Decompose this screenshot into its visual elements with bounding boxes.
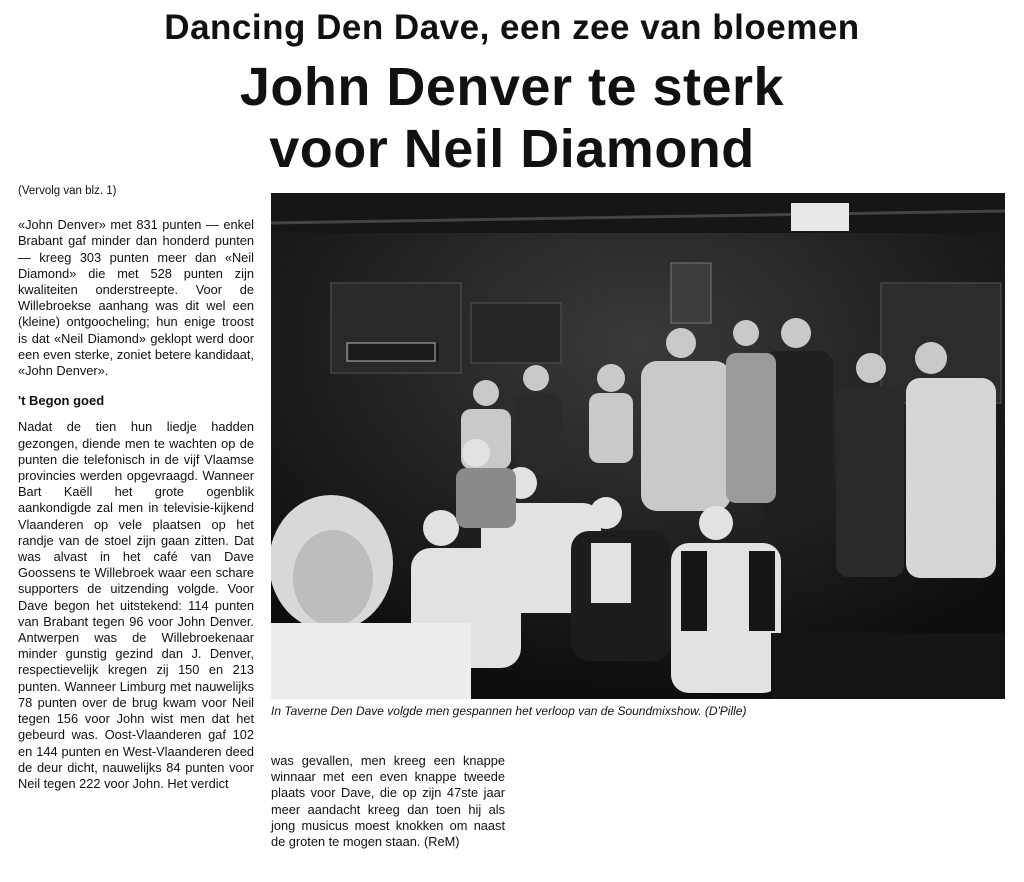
intro-paragraph: «John Denver» met 831 punten — enkel Brabant gaf minder dan honderd punten — kreeg 303 punten meer dan «Neil Diamond» die met 528 punten zijn kwaliteiten onderstreepte. Voor de Willebroekse aanhang was dit wel een (kleine) ontgoocheling; hun enige troost is dat «Neil Diamond» geklopt werd door een even sterke, zoniet betere kandidaat, «John Denver».: [18, 217, 254, 379]
subheading: 't Begon goed: [18, 393, 105, 409]
crowd-photo-illustration: [271, 193, 1005, 699]
kicker-title: Dancing Den Dave, een zee van bloemen: [164, 8, 860, 47]
article-column-left: [18, 183, 254, 792]
headline-line-2: voor Neil Diamond: [269, 119, 755, 179]
continuation-paragraph: was gevallen, men kreeg een knappe winnaar met een even knappe tweede plaats voor Dave, die op zijn 47ste jaar meer aandacht kreeg dan toen hij als jong musicus moest knokken om naast de groten te mogen staan. (ReM): [271, 753, 505, 850]
article-column-middle: [271, 753, 505, 850]
body-paragraph: Nadat de tien hun liedje hadden gezongen, diende men te wachten op de punten die telefonisch in de vijf Vlaamse provincies werden opgevraagd. Wanneer Bart Kaëll het grote ogenblik aankondigde zal men in televisie-kijkend Vlaanderen op vele plaatsen op het randje van de stoel zijn gaan zitten. Dat was alvast in het café van Dave Goossens te Willebroek waar een schare supporters de uitzending volgde. Voor Dave begon het uitstekend: 114 punten van Brabant tegen 96 voor John Denver. Antwerpen was de Willebroekenaar minder gunstig gezind dan J. Denver, respectievelijk kregen zij 150 en 213 punten. Wanneer Limburg met nauwelijks 78 punten over de brug kwam voor Neil tegen 156 voor John wist men dat het gebeurd was. Oost-Vlaanderen gaf 102 en 144 punten en West-Vlaanderen deed de deur dicht, nauwelijks 84 punten voor Neil tegen 222 voor John. Het verdict: [18, 419, 254, 791]
continued-note: (Vervolg van blz. 1): [18, 185, 117, 197]
photo-caption: In Taverne Den Dave volgde men gespannen het verloop van de Soundmixshow. (D'Pille): [271, 704, 747, 718]
headline: [0, 56, 1024, 180]
news-photo: [271, 193, 1005, 699]
headline-line-1: John Denver te sterk: [239, 57, 785, 117]
